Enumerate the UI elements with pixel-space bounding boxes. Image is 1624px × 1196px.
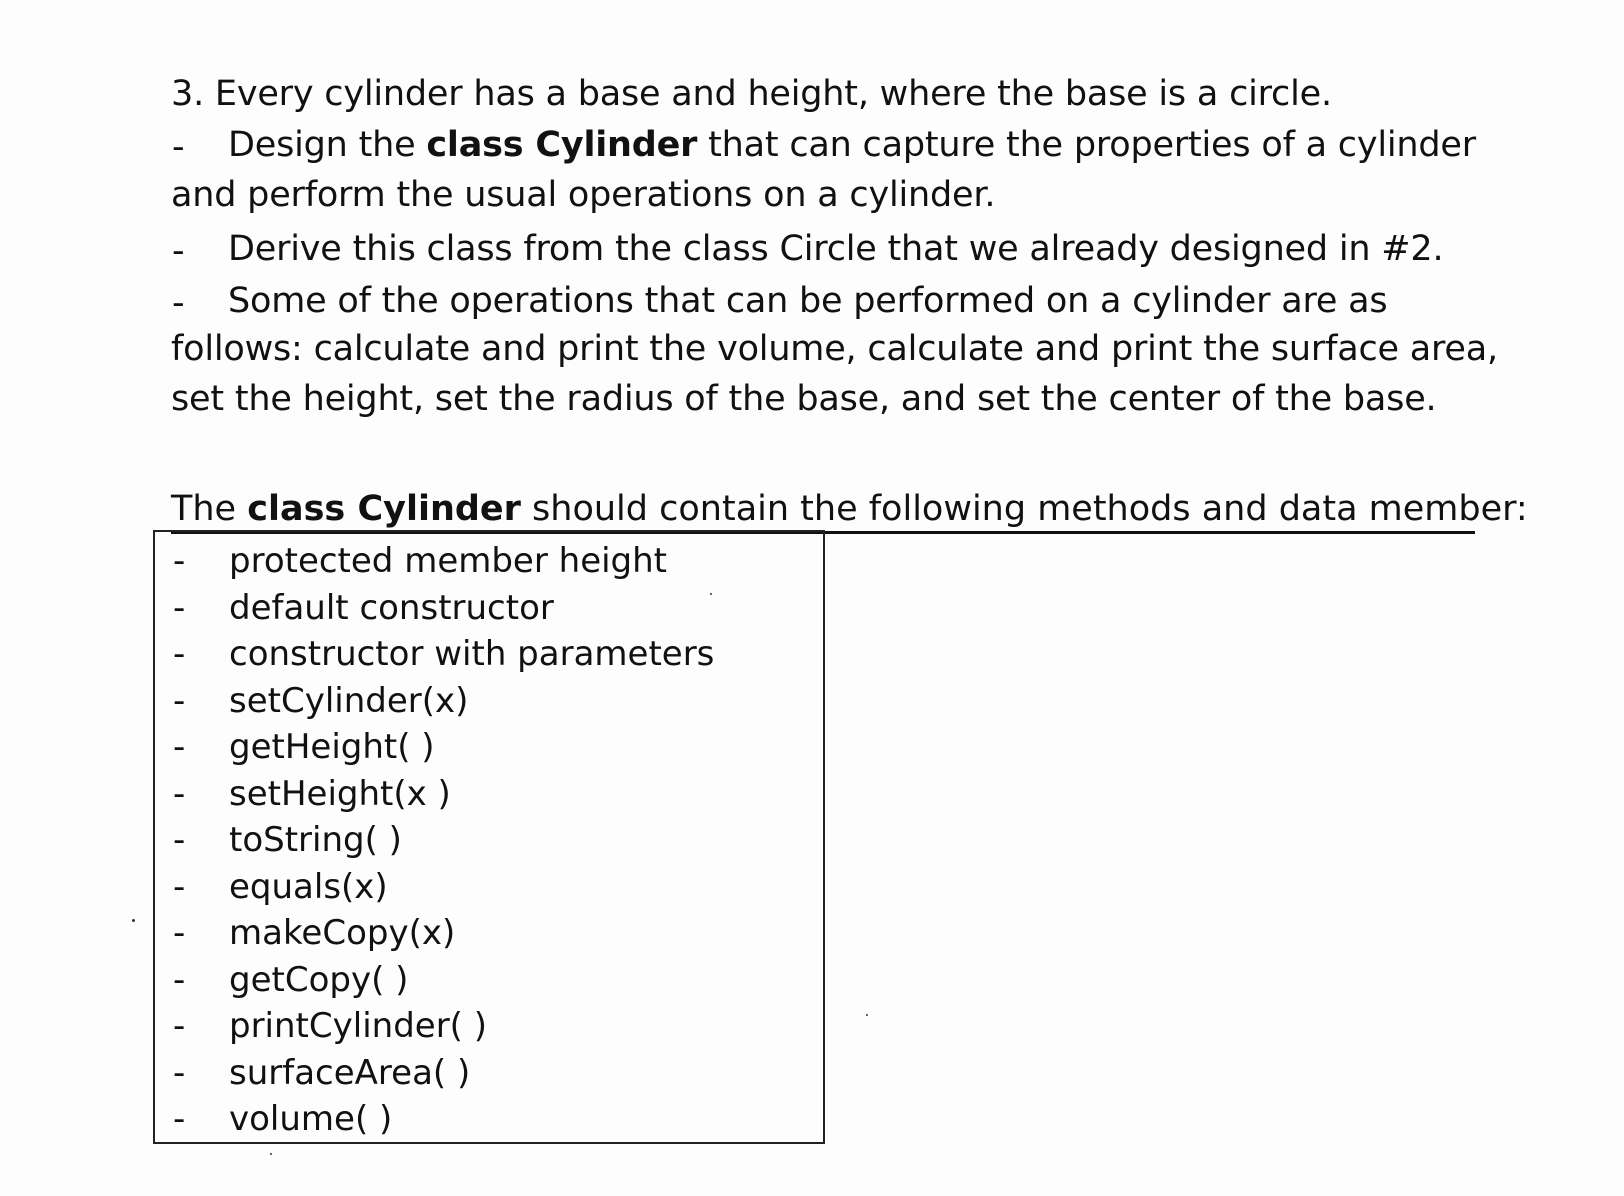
member-text: makeCopy(x)	[229, 913, 456, 953]
list-dash: -	[173, 1052, 186, 1093]
bullet-dash: -	[172, 127, 185, 167]
bullet-design-pre: Design the	[228, 125, 427, 165]
member-text: volume( )	[229, 1099, 393, 1139]
problem-title: 3. Every cylinder has a base and height, where the base is a circle.	[171, 74, 1332, 114]
list-dash: -	[173, 959, 186, 1000]
member-text: getHeight( )	[229, 727, 435, 767]
member-text: protected member height	[229, 541, 668, 581]
bullet-design-continuation: and perform the usual operations on a cylinder.	[171, 175, 996, 215]
spec-heading-post: should contain the following methods and data member:	[520, 489, 1528, 529]
member-text: setCylinder(x)	[229, 680, 469, 721]
list-dash: -	[173, 773, 186, 814]
list-dash: -	[173, 541, 186, 581]
member-text: setHeight(x )	[229, 773, 451, 814]
scan-speck	[710, 593, 712, 595]
bullet-operations-continuation-2: set the height, set the radius of the base, and set the center of the base.	[171, 379, 1437, 419]
scan-speck	[270, 1153, 272, 1155]
bullet-dash: -	[172, 283, 185, 323]
member-text: getCopy( )	[229, 959, 409, 1000]
scan-speck	[132, 919, 135, 922]
member-text: printCylinder( )	[229, 1006, 488, 1046]
list-dash: -	[173, 913, 186, 953]
class-name-emphasis: class Cylinder	[426, 125, 698, 165]
list-dash: -	[173, 1006, 186, 1046]
member-text: surfaceArea( )	[229, 1052, 471, 1093]
member-text: toString( )	[229, 820, 402, 860]
list-dash: -	[173, 727, 186, 767]
list-dash: -	[173, 820, 186, 860]
bullet-design-post: that can capture the properties of a cylinder	[697, 125, 1476, 165]
spec-heading-pre: The	[171, 489, 248, 529]
list-dash: -	[173, 680, 186, 721]
bullet-dash: -	[172, 231, 185, 271]
list-dash: -	[173, 1099, 186, 1139]
member-text: constructor with parameters	[229, 634, 715, 674]
bullet-derive: Derive this class from the class Circle that we already designed in #2.	[228, 229, 1444, 269]
bullet-design	[228, 123, 1476, 167]
member-text: equals(x)	[229, 866, 388, 907]
bullet-operations: Some of the operations that can be performed on a cylinder are as	[228, 281, 1388, 321]
bullet-operations-continuation-1: follows: calculate and print the volume, calculate and print the surface area,	[171, 329, 1498, 369]
spec-heading	[171, 487, 1528, 534]
members-box	[153, 530, 825, 1144]
list-dash: -	[173, 587, 186, 628]
member-text: default constructor	[229, 587, 554, 628]
spec-heading-class: class Cylinder	[247, 489, 521, 529]
list-dash: -	[173, 866, 186, 907]
list-dash: -	[173, 634, 186, 674]
scan-speck	[866, 1014, 868, 1016]
